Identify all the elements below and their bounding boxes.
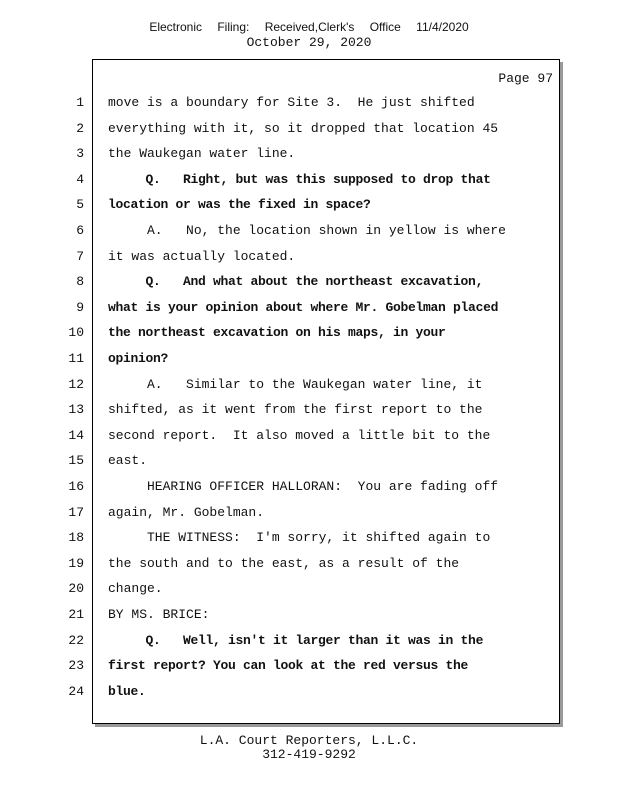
line-number: 13 <box>68 402 84 418</box>
line-number: 12 <box>68 376 84 392</box>
line-text: east. <box>108 453 148 469</box>
line-number: 8 <box>76 274 84 290</box>
stamp-electronic: Electronic <box>149 20 202 34</box>
stamp-received: Received,Clerk's <box>264 20 355 34</box>
line-text: Q. Well, isn't it larger than it was in the <box>108 632 484 648</box>
line-text: A. Similar to the Waukegan water line, it <box>108 376 483 392</box>
footer-phone: 312-419-9292 <box>262 747 356 762</box>
line-text: move is a boundary for Site 3. He just shifted <box>108 95 475 110</box>
line-number: 2 <box>76 120 84 136</box>
line-text: what is your opinion about where Mr. Gobelman placed <box>108 299 499 315</box>
line-text: BY MS. BRICE: <box>108 607 210 622</box>
line-number: 19 <box>68 555 84 571</box>
transcript-date: October 29, 2020 <box>246 35 372 50</box>
efiling-stamp <box>0 20 618 34</box>
stamp-office: Office <box>369 20 401 34</box>
line-number: 4 <box>76 171 84 187</box>
line-number: 1 <box>76 95 84 110</box>
line-text: again, Mr. Gobelman. <box>108 504 265 520</box>
line-number: 23 <box>68 658 84 674</box>
page-number: Page 97 <box>498 71 553 86</box>
footer-company: L.A. Court Reporters, L.L.C. <box>199 733 419 748</box>
line-text: the Waukegan water line. <box>108 146 296 162</box>
line-text: blue. <box>108 683 146 699</box>
line-text: opinion? <box>108 351 169 366</box>
line-text: first report? You can look at the red versus the <box>108 658 469 674</box>
line-number: 16 <box>68 479 84 494</box>
line-number: 18 <box>68 530 84 546</box>
line-text: Q. And what about the northeast excavation, <box>108 274 484 290</box>
line-text: shifted, as it went from the first report to the <box>108 402 483 418</box>
stamp-date: 11/4/2020 <box>416 20 469 34</box>
line-number: 24 <box>68 683 84 699</box>
line-text: THE WITNESS: I'm sorry, it shifted again to <box>108 530 491 546</box>
line-number: 21 <box>68 607 84 622</box>
line-number: 3 <box>76 146 84 162</box>
line-text: HEARING OFFICER HALLORAN: You are fading off <box>108 479 499 494</box>
line-text: the northeast excavation on his maps, in your <box>108 325 446 341</box>
line-number: 20 <box>68 581 84 597</box>
line-text: change. <box>108 581 163 597</box>
stamp-filing: Filing: <box>217 20 250 34</box>
line-number: 22 <box>68 632 84 648</box>
line-text: A. No, the location shown in yellow is where <box>108 223 506 238</box>
line-text: the south and to the east, as a result of the <box>108 555 460 571</box>
line-number: 6 <box>76 223 84 238</box>
line-text: everything with it, so it dropped that location 45 <box>108 120 499 136</box>
line-text: it was actually located. <box>108 248 296 264</box>
line-number: 17 <box>68 504 84 520</box>
line-number: 5 <box>76 197 84 213</box>
line-number: 9 <box>76 299 84 315</box>
line-number: 14 <box>68 427 84 443</box>
line-number: 7 <box>76 248 84 264</box>
line-number: 15 <box>68 453 84 469</box>
line-text: second report. It also moved a little bit to the <box>108 427 491 443</box>
line-text: Q. Right, but was this supposed to drop that <box>108 171 491 187</box>
line-number: 10 <box>68 325 84 341</box>
line-text: location or was the fixed in space? <box>108 197 371 213</box>
line-number: 11 <box>68 351 84 366</box>
